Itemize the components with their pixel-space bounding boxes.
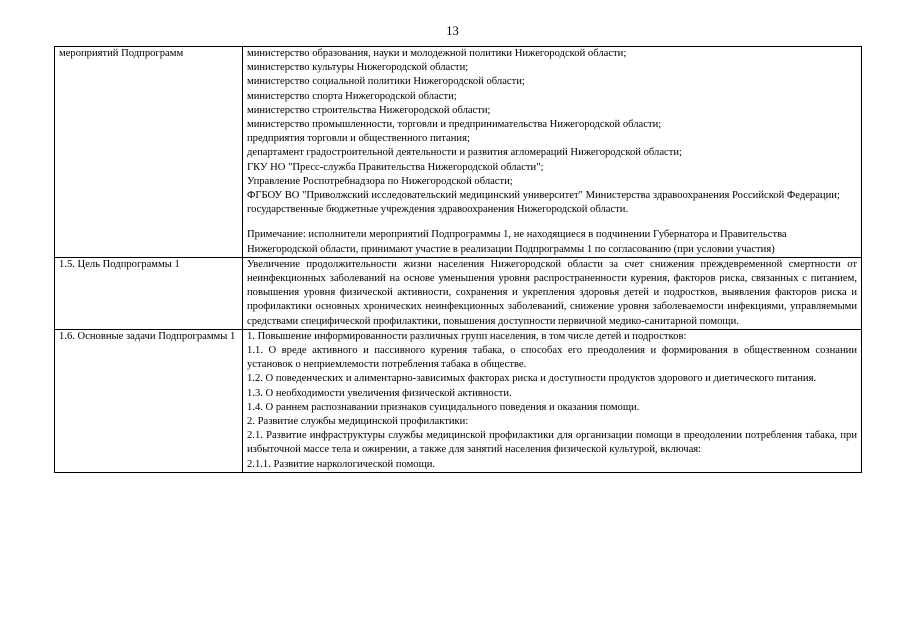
page-number: 13 <box>446 24 459 38</box>
row-label: 1.5. Цель Подпрограммы 1 <box>55 257 243 329</box>
list-item: предприятия торговли и общественного питания; <box>247 133 470 145</box>
list-item: ФГБОУ ВО "Приволжский исследовательский медицинский университет" Министерства здравоохранения Российской Федерации; <box>247 190 840 202</box>
list-item: министерство культуры Нижегородской области; <box>247 62 469 74</box>
list-item: 1. Повышение информированности различных групп населения, в том числе детей и подростков: <box>247 330 687 342</box>
list-item: Управление Роспотребнадзора по Нижегородской области; <box>247 175 513 187</box>
row-label: мероприятий Подпрограмм <box>55 47 243 258</box>
list-item: 1.2. О поведенческих и алиментарно-зависимых факторах риска и доступности продуктов здорового и диетического питания. <box>247 373 817 385</box>
list-item: 2.1. Развитие инфраструктуры службы медицинской профилактики для организации помощи в преодолении потребления табака, при избыточной массе тела и ожирении, а также для занятий населения физической культурой, включая: <box>247 430 857 456</box>
list-item: министерство промышленности, торговли и предпринимательства Нижегородской области; <box>247 119 662 131</box>
tasks-cell <box>243 329 862 472</box>
note-text: Примечание: исполнители мероприятий Подпрограммы 1, не находящиеся в подчинении Губернатора и Правительства Нижегородской области, принимают участие в реализации Подпрограммы 1 по согласованию (при условии участия) <box>247 229 787 255</box>
list-item: 1.4. О раннем распознавании признаков суицидального поведения и оказания помощи. <box>247 401 640 413</box>
list-item: государственные бюджетные учреждения здравоохранения Нижегородской области. <box>247 204 629 216</box>
list-item: департамент градостроительной деятельности и развития агломераций Нижегородской области; <box>247 147 682 159</box>
blank-line <box>247 217 857 228</box>
list-item: министерство спорта Нижегородской области; <box>247 90 457 102</box>
table-row <box>55 47 862 258</box>
row-label: 1.6. Основные задачи Подпрограммы 1 <box>55 329 243 472</box>
list-item: министерство строительства Нижегородской области; <box>247 104 491 116</box>
table-row <box>55 257 862 329</box>
list-item: ГКУ НО "Пресс-служба Правительства Нижегородской области"; <box>247 161 544 173</box>
goal-cell <box>243 257 862 329</box>
passport-table <box>54 46 862 473</box>
goal-text: Увеличение продолжительности жизни населения Нижегородской области за счет снижения преждевременной смертности от неинфекционных заболеваний на основе уменьшения уровня распространенности курения, факторов риска, связанных с питанием, повышения уровня физической активности, сохранения и укрепления здоровья детей и подростков, выявления факторов риска и профилактики основных хронических неинфекционных заболеваний, снижение уровня заболеваемости инфекциями, управляемыми средствами специфической профилактики, повышения доступности первичной медико-санитарной помощи. <box>247 258 857 327</box>
list-item: 1.1. О вреде активного и пассивного курения табака, о способах его преодоления и формирования в общественном сознании установок о неприемлемости потребления табака в обществе. <box>247 345 857 371</box>
list-item: 2. Развитие службы медицинской профилактики: <box>247 416 469 428</box>
table-row <box>55 329 862 472</box>
list-item: 1.3. О необходимости увеличения физической активности. <box>247 387 512 399</box>
list-item: 2.1.1. Развитие наркологической помощи. <box>247 458 436 470</box>
list-item: министерство образования, науки и молодежной политики Нижегородской области; <box>247 48 627 59</box>
executors-cell <box>243 47 862 258</box>
list-item: министерство социальной политики Нижегородской области; <box>247 76 525 88</box>
